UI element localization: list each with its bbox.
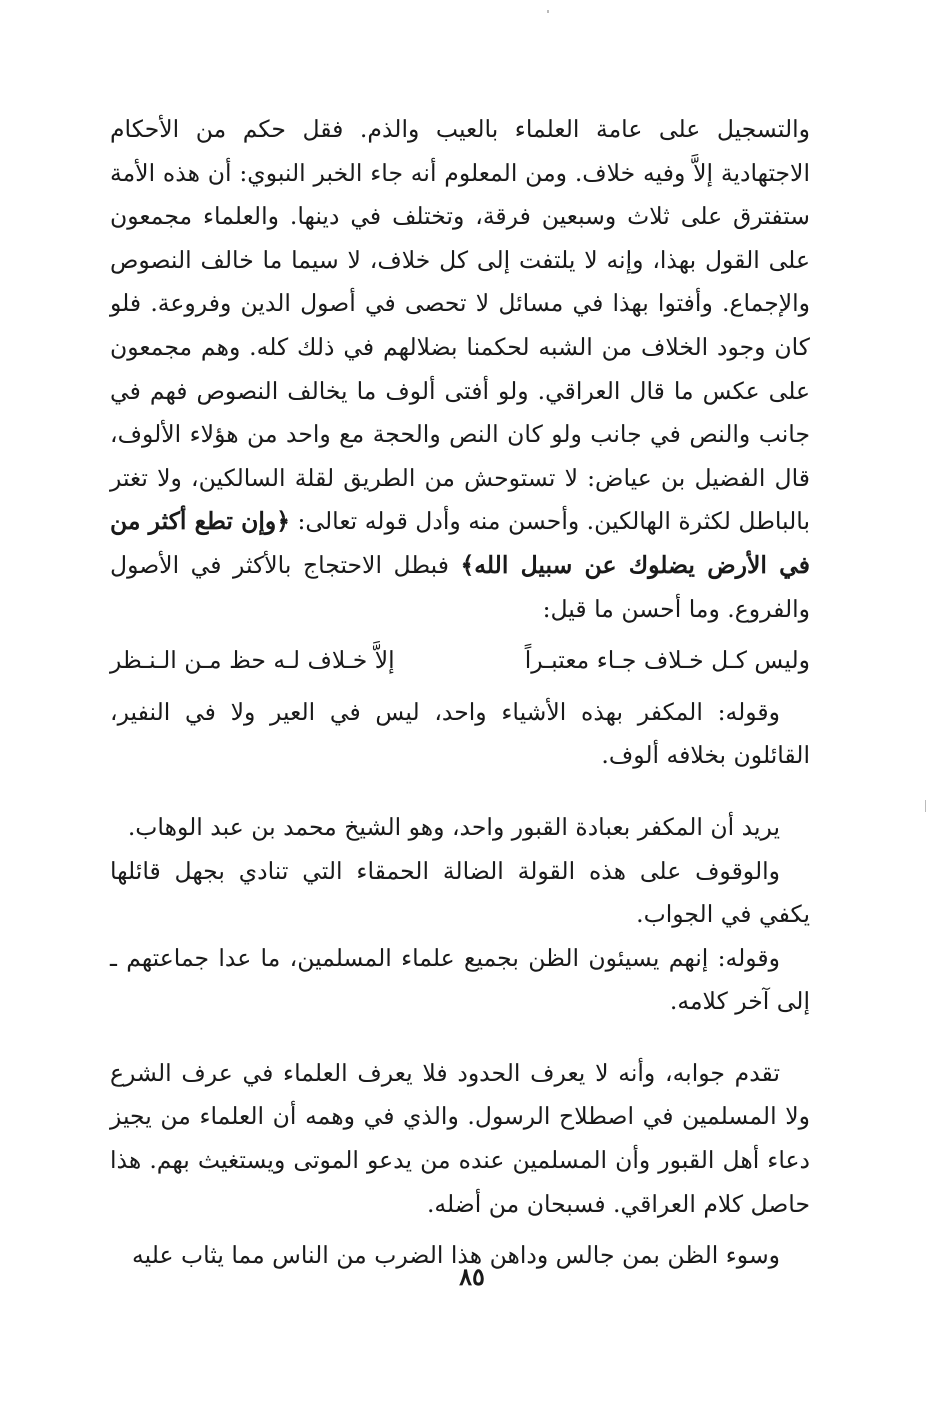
paragraph-main [110,108,810,631]
verse-second-hemistich: إلاَّ خـلاف لـه حظ مـن الـنـظر [110,646,395,675]
paragraph-taqaddam: تقدم جوابه، وأنه لا يعرف الحدود فلا يعرف العلماء في عرف الشرع ولا المسلمين في اصطلاح الرسول. والذي في وهمه أن العلماء من يجيز دعاء أهل القبور وأن المسلمين عنده من يدعو الموتى ويستغيث بهم. هذا حاصل كلام العراقي. فسبحان من أضله. [110,1058,810,1218]
paragraph-wuquf: والوقوف على هذه القولة الضالة الحمقاء التي تنادي بجهل قائلها يكفي في الجواب. [110,856,810,929]
paragraph-quote-yusiun: وقوله: إنهم يسيئون الظن بجميع علماء المسلمين، ما عدا جماعتهم ـ إلى آخر كلامه. [110,943,810,1016]
page-body [110,108,810,1408]
scan-speck [925,800,926,812]
scan-speck [547,10,549,13]
verse-first-hemistich: وليس كـل خـلاف جـاء معتبـراً [524,646,810,675]
poetry-verse [110,639,810,683]
quran-quote: ﴿وإن تطع أكثر من في الأرض يضلوك عن سبيل الله﴾ [110,507,810,579]
paragraph-quote-mukaffir: وقوله: المكفر بهذه الأشياء واحد، ليس في العير ولا في النفير، القائلون بخلافه ألوف. [110,697,810,770]
paragraph-su-alzann: وسوء الظن بمن جالس وداهن هذا الضرب من الناس مما يثاب عليه [132,1241,780,1270]
paragraph-main-text: والتسجيل على عامة العلماء بالعيب والذم. فقل حكم من الأحكام الاجتهادية إلاَّ وفيه خلاف. ومن المعلوم أنه جاء الخبر النبوي: أن هذه الأمة ستفترق على ثلاث وسبعين فرقة، وتختلف في دينها. والعلماء مجمعون على القول بهذا، وإنه لا يلتفت إلى كل خلاف، لا سيما ما خالف النصوص والإجماع. وأفتوا بهذا في مسائل لا تحصى في أصول الدين وفروعة. فلو كان وجود الخلاف من الشبه لحكمنا بضلالهم في ذلك كله. وهم مجمعون على عكس ما قال العراقي. ولو أفتى ألوف ما يخالف النصوص فهم في جانب والنص في جانب ولو كان النص والحجة مع واحد من هؤلاء الألوف، قال الفضيل بن عياض: لا تستوحش من الطريق لقلة السالكين، ولا تغتر بالباطل لكثرة الهالكين. وأحسن منه وأدل قوله تعالى: [110,115,811,536]
paragraph-main-after: فبطل الاحتجاج بالأكثر في الأصول والفروع. وما أحسن ما قيل: [110,550,810,623]
page-number: ٨٥ [459,1262,485,1291]
paragraph-yurid: يريد أن المكفر بعبادة القبور واحد، وهو الشيخ محمد بن عبد الوهاب. [127,812,780,841]
